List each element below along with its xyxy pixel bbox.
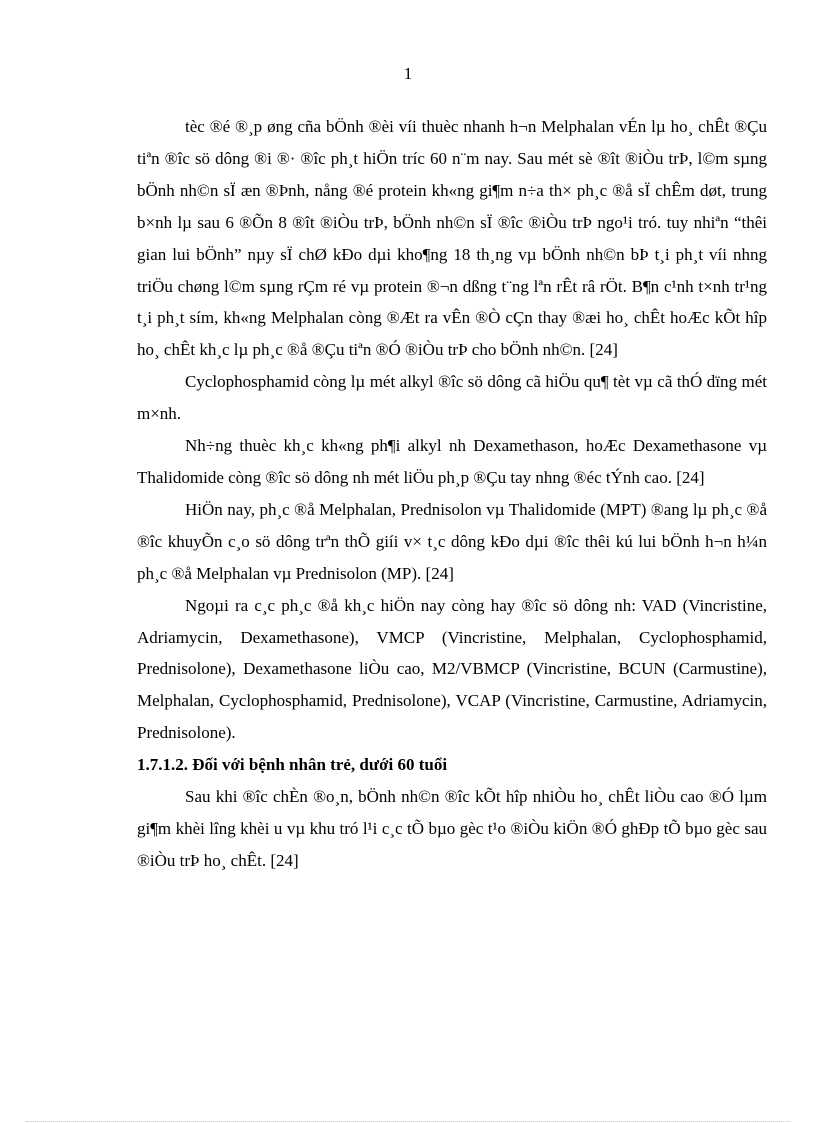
- paragraph-young-patients: Sau khi ®îc chÈn ®o¸n, bÖnh nh©n ®îc kÕt hîp nhiÒu ho¸ chÊt liÒu cao ®Ó lµm gi¶m khèi lîng khèi u vµ khu tró l¹i c¸c tÕ bµo gèc t¹o ®iÒu kiÖn ®Ó ghÐp tÕ bµo gèc sau ®iÒu trÞ ho¸ chÊt. [24]: [137, 787, 767, 870]
- paragraph-mpt-regimen: HiÖn nay, ph¸c ®å Melphalan, Prednisolon vµ Thalidomide (MPT) ®ang lµ ph¸c ®å ®îc khuyÕn c¸o sö dông trªn thÕ giíi v× t¸c dông kÐo dµi ®îc thêi kú lui bÖnh h¬n h¼n ph¸c ®å Melphalan vµ Prednisolon (MP). [24]: [137, 499, 767, 583]
- paragraph-melphalan-response: tèc ®é ®¸p øng cña bÖnh ®èi víi thuèc nhanh h¬n Melphalan vÉn lµ ho¸ chÊt ®Çu tiªn ®îc sö dông ®i ®· ®îc ph¸t hiÖn tríc 60 n¨m nay. Sau mét sè ®ît ®iÒu trÞ, l©m sµng bÖnh nh©n sÏ æn ®Þnh, nång ®é protein kh«ng gi¶m n÷a th× ph¸c ®å sÏ chÊm døt, trung b×nh lµ sau 6 ®Õn 8 ®ît ®iÒu trÞ, bÖnh nh©n sÏ ®îc ®iÒu trÞ ngo¹i tró. tuy nhiªn “thêi gian lui bÖnh” nµy sÏ chØ kÐo dµi kho¶ng 18 th¸ng vµ bÖnh nh©n bÞ t¸i ph¸t víi nhng triÖu chøng l©m sµng rÇm ré vµ protein ®¬n dßng t¨ng lªn rÊt râ rÖt. B¶n c¹nh t×nh tr¹ng t¸i ph¸t sím, kh«ng Melphalan còng ®Æt ra vÊn ®Ò cÇn thay ®æi ho¸ chÊt hoÆc kÕt hîp ho¸ chÊt kh¸c lµ ph¸c ®å ®Çu tiªn ®Ó ®iÒu trÞ cho bÖnh nh©n. [24]: [137, 117, 767, 360]
- page-number: 1: [403, 64, 413, 83]
- paragraph-other-regimens: Ngoµi ra c¸c ph¸c ®å kh¸c hiÖn nay còng hay ®îc sö dông nh: VAD (Vincristine, Adriamycin, Dexamethasone), VMCP (Vincristine, Melphalan, Cyclophosphamid, Prednisolone), Dexamethasone liÒu cao, M2/VBMCP (Vincristine, BCUN (Carmustine), Melphalan, Cyclophosphamid, Prednisolone), VCAP (Vincristine, Carmustine, Adriamycin, Prednisolone).: [137, 595, 767, 743]
- paragraph-dexamethasone: Nh÷ng thuèc kh¸c kh«ng ph¶i alkyl nh Dexamethason, hoÆc Dexamethasone vµ Thalidomide còng ®îc sö dông nh mét liÖu ph¸p ®Çu tay nhng ®éc tÝnh cao. [24]: [137, 436, 767, 487]
- section-heading: 1.7.1.2. Đối với bệnh nhân trẻ, dưới 60 tuổi: [137, 755, 448, 775]
- paragraph-cyclophosphamid: Cyclophosphamid còng lµ mét alkyl ®îc sö dông cã hiÖu qu¶ tèt vµ cã thÓ dïng mét m×nh.: [137, 372, 767, 424]
- page-bottom-divider: [26, 1121, 790, 1122]
- page-body: [137, 111, 767, 877]
